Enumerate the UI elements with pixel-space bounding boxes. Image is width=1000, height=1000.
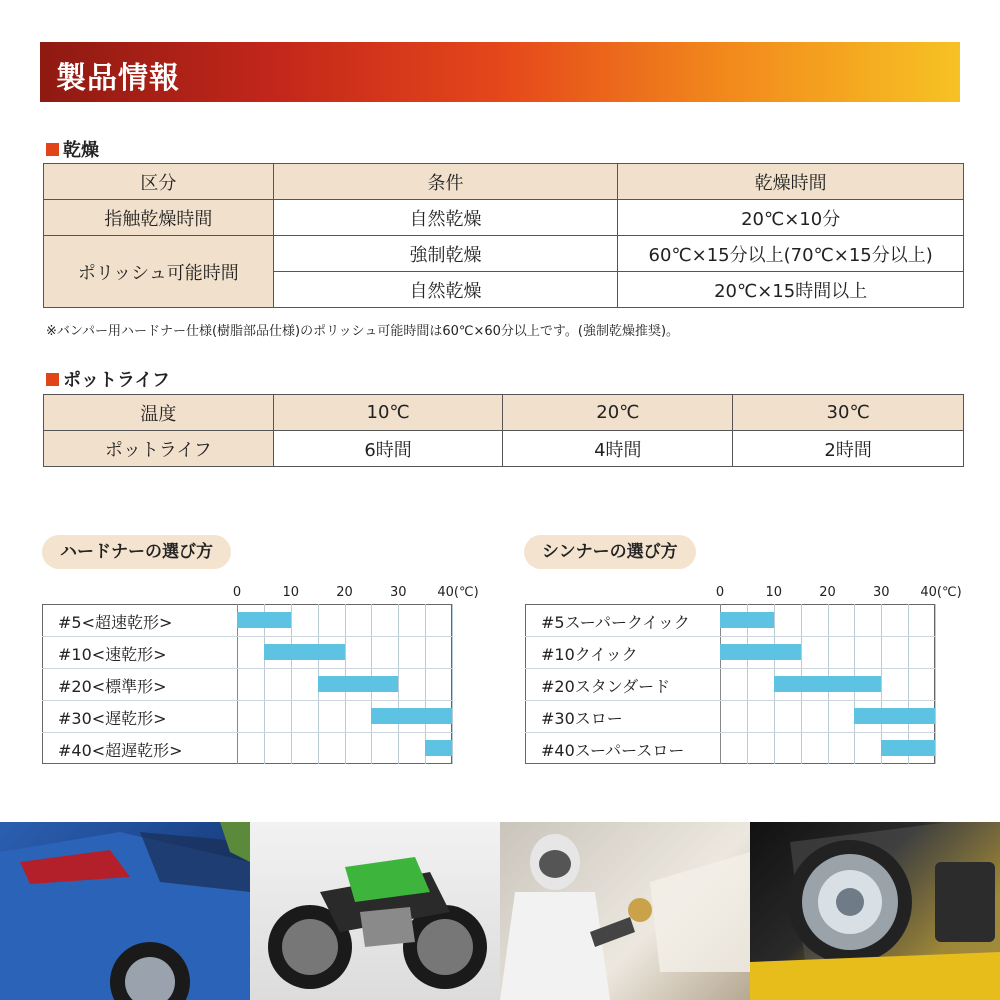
drying-heading — [46, 136, 99, 162]
row-label: #5<超速乾形> — [58, 613, 173, 632]
grid-line — [525, 732, 935, 733]
axis-tick-label: 30 — [872, 585, 890, 600]
drying-table — [43, 163, 964, 308]
grid-line — [720, 604, 721, 764]
grid-line — [237, 604, 238, 764]
axis-tick-label: 30 — [389, 585, 407, 600]
motorcycle-photo — [250, 822, 500, 1000]
drying-note: ※バンパー用ハードナー仕様(樹脂部品仕様)のポリッシュ可能時間は60℃×60分以上です。(強制乾燥推奨)。 — [46, 324, 680, 339]
range-bar — [774, 676, 882, 692]
potlife-cell: 6時間 — [273, 431, 503, 467]
grid-line — [42, 732, 452, 733]
hardener-title: ハードナーの選び方 — [42, 535, 231, 569]
grid-line — [935, 604, 936, 764]
thinner-chart — [525, 585, 962, 764]
range-bar — [854, 708, 935, 724]
potlife-cell: 2時間 — [733, 431, 964, 467]
grid-line — [398, 604, 399, 764]
table-row — [44, 431, 964, 467]
header-cell: 区分 — [44, 164, 274, 200]
headlight-photo — [750, 822, 1000, 1000]
row-label: #30<遅乾形> — [58, 709, 167, 728]
range-bar — [720, 644, 801, 660]
condition-cell: 自然乾燥 — [273, 200, 618, 236]
potlife-table — [43, 394, 964, 467]
photo-strip — [0, 822, 1000, 1000]
header-cell: 乾燥時間 — [618, 164, 964, 200]
potlife-cell: 4時間 — [503, 431, 733, 467]
category-cell: ポリッシュ可能時間 — [44, 236, 274, 308]
axis-tick-label: 10 — [765, 585, 783, 600]
drying-heading-text: 乾燥 — [63, 140, 99, 161]
grid-line — [525, 636, 935, 637]
row-label: #20スタンダード — [541, 677, 671, 696]
temp-cell: 30℃ — [733, 395, 964, 431]
row-label: #20<標準形> — [58, 677, 167, 696]
hardener-chart — [42, 585, 479, 764]
row-label: #10<速乾形> — [58, 645, 167, 664]
table-row — [44, 200, 964, 236]
page-banner — [40, 42, 960, 102]
thinner-title: シンナーの選び方 — [524, 535, 696, 569]
range-bar — [237, 612, 291, 628]
axis-tick-label: 0 — [232, 585, 242, 600]
grid-line — [42, 700, 452, 701]
axis-tick-label: 40(℃) — [437, 585, 479, 600]
axis-tick-label: 0 — [715, 585, 725, 600]
grid-line — [264, 604, 265, 764]
page-title: 製品情報 — [56, 61, 180, 96]
time-cell: 20℃×15時間以上 — [618, 272, 964, 308]
grid-line — [747, 604, 748, 764]
grid-line — [42, 636, 452, 637]
grid-line — [42, 668, 452, 669]
range-bar — [264, 644, 345, 660]
grid-line — [525, 668, 935, 669]
square-bullet-icon — [46, 143, 59, 156]
square-bullet-icon — [46, 373, 59, 386]
table-row — [44, 395, 964, 431]
range-bar — [425, 740, 452, 756]
temp-cell: 10℃ — [273, 395, 503, 431]
axis-tick-label: 20 — [336, 585, 353, 600]
range-bar — [371, 708, 452, 724]
row-label: #10クイック — [541, 645, 638, 664]
time-cell: 60℃×15分以上(70℃×15分以上) — [618, 236, 964, 272]
category-cell: 指触乾燥時間 — [44, 200, 274, 236]
condition-cell: 強制乾燥 — [273, 236, 618, 272]
potlife-heading-text: ポットライフ — [63, 370, 170, 391]
table-row — [44, 164, 964, 200]
car-photo — [0, 822, 250, 1000]
row-label: #40<超遅乾形> — [58, 741, 183, 760]
row-label: #5スーパークイック — [541, 613, 690, 632]
grid-line — [291, 604, 292, 764]
axis-tick-label: 10 — [282, 585, 300, 600]
range-bar — [318, 676, 399, 692]
potlife-heading — [46, 366, 170, 392]
grid-line — [452, 604, 453, 764]
range-bar — [720, 612, 774, 628]
time-cell: 20℃×10分 — [618, 200, 964, 236]
condition-cell: 自然乾燥 — [273, 272, 618, 308]
table-row — [44, 236, 964, 272]
temp-label-cell: 温度 — [44, 395, 274, 431]
painter-photo — [500, 822, 750, 1000]
potlife-label-cell: ポットライフ — [44, 431, 274, 467]
axis-tick-label: 20 — [819, 585, 836, 600]
row-label: #30スロー — [541, 709, 623, 728]
axis-tick-label: 40(℃) — [920, 585, 962, 600]
range-bar — [881, 740, 935, 756]
grid-line — [525, 700, 935, 701]
row-label: #40スーパースロー — [541, 741, 685, 760]
temp-cell: 20℃ — [503, 395, 733, 431]
header-cell: 条件 — [273, 164, 618, 200]
